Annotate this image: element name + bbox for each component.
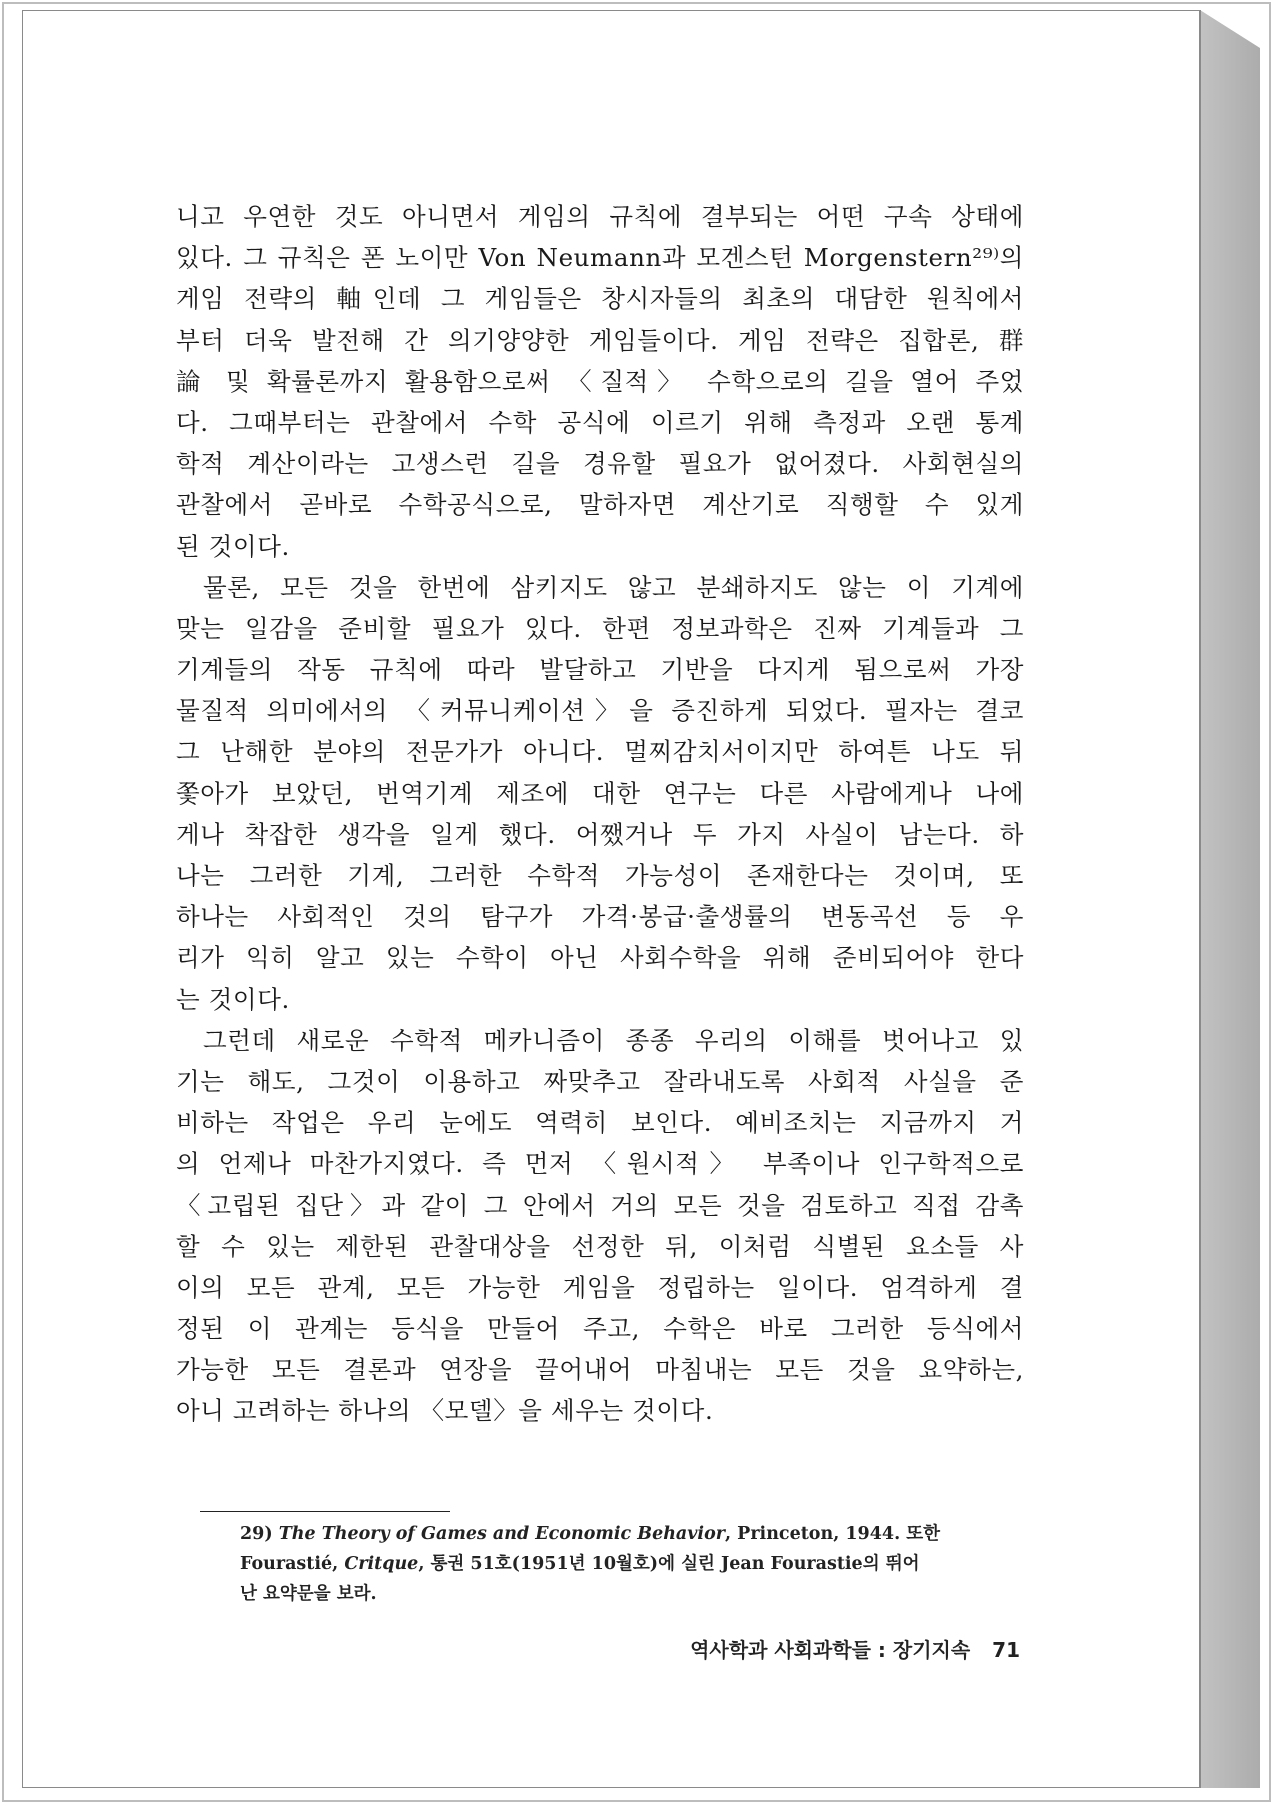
- text-line: 물질적 의미에서의 〈커뮤니케이션〉을 증진하게 되었다. 필자는 결코: [176, 696, 1024, 726]
- text-line: 부터 더욱 발전해 간 의기양양한 게임들이다. 게임 전략은 집합론, 群: [176, 325, 1024, 355]
- text-line: 리가 익히 알고 있는 수학이 아닌 사회수학을 위해 준비되어야 한다: [176, 943, 1024, 973]
- text-line: 된 것이다.: [176, 531, 290, 561]
- text-line: 그 난해한 분야의 전문가가 아니다. 멀찌감치서이지만 하여튼 나도 뒤: [176, 737, 1024, 767]
- footnote-number: 29): [240, 1524, 273, 1544]
- text-line: 게임 전략의 軸인데 그 게임들은 창시자들의 최초의 대담한 원칙에서: [176, 284, 1024, 314]
- page-number: 71: [992, 1638, 1020, 1662]
- text-line: 비하는 작업은 우리 눈에도 역력히 보인다. 예비조치는 지금까지 거: [176, 1108, 1024, 1138]
- text-line: 쫓아가 보았던, 번역기계 제조에 대한 연구는 다른 사람에게나 나에: [176, 778, 1024, 808]
- footnote-text: , 통권 51호(1951년 10월호)에 실린 Jean Fourastie의 뛰어: [418, 1554, 920, 1574]
- footnote-text: Fourastié,: [240, 1554, 345, 1574]
- text-line: 관찰에서 곧바로 수학공식으로, 말하자면 계산기로 직행할 수 있게: [176, 490, 1024, 520]
- footnote-rule: [200, 1511, 450, 1512]
- text-line: 〈고립된 집단〉과 같이 그 안에서 거의 모든 것을 검토하고 직접 감촉: [176, 1190, 1024, 1220]
- text-line: 정된 이 관계는 등식을 만들어 주고, 수학은 바로 그러한 등식에서: [176, 1314, 1024, 1344]
- text-line: 할 수 있는 제한된 관찰대상을 선정한 뒤, 이처럼 식별된 요소들 사: [176, 1231, 1024, 1261]
- text-line: 있다. 그 규칙은 폰 노이만 Von Neumann과 모겐스턴 Morgenstern²⁹⁾의: [176, 243, 1024, 273]
- footnote-book-title: The Theory of Games and Economic Behavior: [278, 1524, 725, 1544]
- text-line: 다. 그때부터는 관찰에서 수학 공식에 이르기 위해 측정과 오랜 통계: [176, 407, 1024, 437]
- footnote-line: 난 요약문을 보라.: [240, 1584, 377, 1604]
- page-edge-line: [1200, 10, 1201, 1788]
- running-footer: [620, 1634, 1020, 1663]
- text-line: 학적 계산이라는 고생스런 길을 경유할 필요가 없어졌다. 사회현실의: [176, 449, 1024, 479]
- main-text: [176, 196, 1024, 1432]
- text-line: 기계들의 작동 규칙에 따라 발달하고 기반을 다지게 됨으로써 가장: [176, 655, 1024, 685]
- text-line: 의 언제나 마찬가지였다. 즉 먼저 〈원시적〉 부족이나 인구학적으로: [176, 1149, 1024, 1179]
- footnote-line: [240, 1549, 1020, 1579]
- footnote: [240, 1519, 1020, 1609]
- footnote-text: , Princeton, 1944. 또한: [724, 1524, 941, 1544]
- text-line: 게나 착잡한 생각을 일게 했다. 어쨌거나 두 가지 사실이 남는다. 하: [176, 819, 1024, 849]
- text-line: 論 및 확률론까지 활용함으로써 〈질적〉 수학으로의 길을 열어 주었: [176, 366, 1024, 396]
- text-line: 맞는 일감을 준비할 필요가 있다. 한편 정보과학은 진짜 기계들과 그: [176, 613, 1024, 643]
- paragraph-start-line: 물론, 모든 것을 한번에 삼키지도 않고 분쇄하지도 않는 이 기계에: [203, 572, 1024, 602]
- page-stack-edge: [1200, 10, 1260, 1788]
- footnote-line: [240, 1519, 1020, 1549]
- chapter-title: 역사학과 사회과학들 : 장기지속: [690, 1638, 971, 1662]
- paragraph-start-line: 그런데 새로운 수학적 메카니즘이 종종 우리의 이해를 벗어나고 있: [203, 1025, 1024, 1055]
- text-line: 아니 고려하는 하나의 〈모델〉을 세우는 것이다.: [176, 1396, 714, 1426]
- text-line: 기는 해도, 그것이 이용하고 짜맞추고 잘라내도록 사회적 사실을 준: [176, 1066, 1024, 1096]
- text-line: 이의 모든 관계, 모든 가능한 게임을 정립하는 일이다. 엄격하게 결: [176, 1272, 1024, 1302]
- footnote-journal-title: Critque: [344, 1554, 419, 1574]
- text-line: 하나는 사회적인 것의 탐구가 가격·봉급·출생률의 변동곡선 등 우: [176, 902, 1024, 932]
- text-line: 니고 우연한 것도 아니면서 게임의 규칙에 결부되는 어떤 구속 상태에: [176, 202, 1024, 231]
- text-line: 는 것이다.: [176, 984, 290, 1014]
- text-line: 가능한 모든 결론과 연장을 끌어내어 마침내는 모든 것을 요약하는,: [176, 1355, 1024, 1385]
- text-line: 나는 그러한 기계, 그러한 수학적 가능성이 존재한다는 것이며, 또: [176, 861, 1024, 890]
